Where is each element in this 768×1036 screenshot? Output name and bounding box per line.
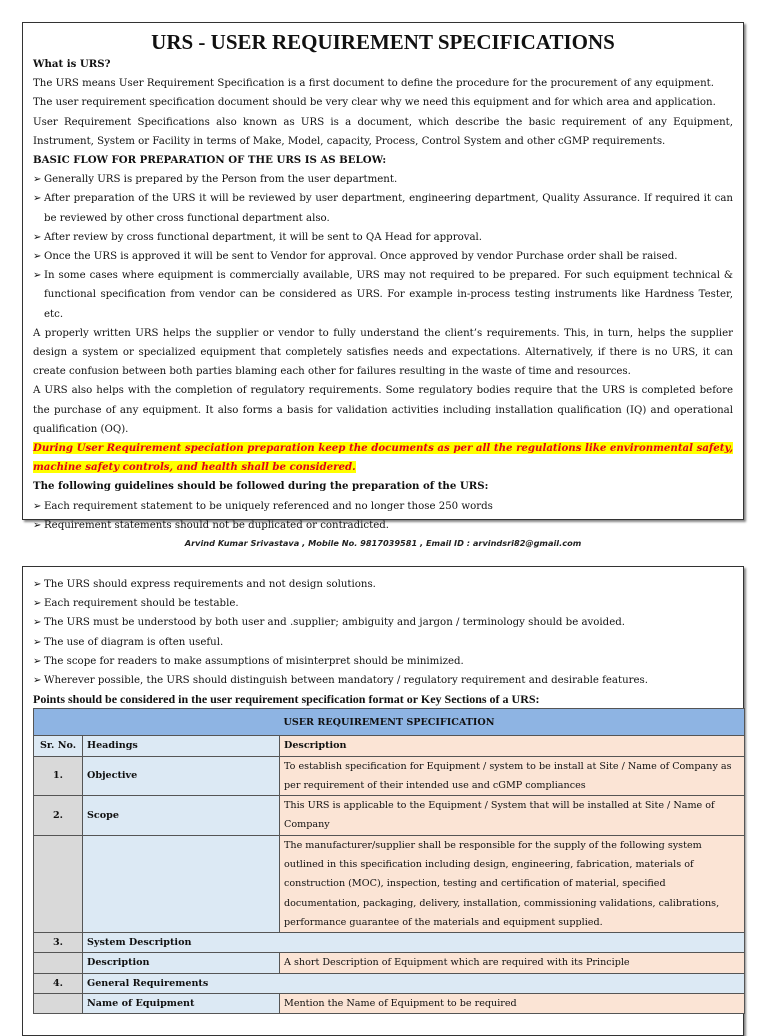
arrow-bullet-icon: ➢	[33, 270, 42, 282]
list-item: ➢ In some cases where equipment is commercially available, URS may not required to be prepared. For such equipment technical & functional specification from vendor can be considered as URS. For example in-process testing instruments like Hardness Tester, etc.	[33, 266, 733, 324]
list-item: ➢ The URS should express requirements and not design solutions.	[33, 575, 743, 594]
list-item: ➢ Each requirement statement to be uniquely referenced and no longer those 250 words	[33, 497, 733, 516]
table-cell	[34, 835, 83, 932]
paragraph: A URS also helps with the completion of regulatory requirements. Some regulatory bodies require that the URS is completed before the purchase of any equipment. It also forms a basis for validation activities including installation qualification (IQ) and operational qualification (OQ).	[33, 385, 733, 435]
table-row	[34, 994, 745, 1014]
table-cell: Objective	[83, 756, 280, 796]
arrow-bullet-icon: ➢	[33, 675, 42, 687]
arrow-bullet-icon: ➢	[33, 193, 42, 205]
paragraph: A properly written URS helps the supplier or vendor to fully understand the client’s requirements. This, in turn, helps the supplier design a system or specialized equipment that completely satisfies needs and expectations. Alternatively, if there is no URS, it can create confusion between both parties blaming each other for failures resulting in the waste of time and resources.	[33, 327, 733, 378]
table-cell: 3.	[34, 933, 83, 953]
table-cell: System Description	[83, 933, 745, 953]
arrow-bullet-icon: ➢	[33, 519, 42, 531]
table-cell: A short Description of Equipment which are required with its Principle	[280, 953, 745, 973]
highlighted-note: During User Requirement speciation preparation keep the documents as per all the regulations like environmental safety, machine safety controls, and health shall be considered.	[33, 442, 733, 474]
document-title: URS - USER REQUIREMENT SPECIFICATIONS	[151, 30, 615, 54]
column-header: Description	[280, 736, 745, 756]
paragraph: User Requirement Specifications also known as URS is a document, which describe the basic requirement of any Equipment, Instrument, System or Facility in terms of Make, Model, capacity, Process, Control System and other cGMP requirements.	[33, 116, 733, 147]
what-is-heading: What is URS?	[33, 58, 111, 70]
paragraph: The URS means User Requirement Specification is a first document to define the procedure for the procurement of any equipment.	[33, 78, 714, 90]
table-row	[34, 953, 745, 973]
list-item: ➢ Once the URS is approved it will be sent to Vendor for approval. Once approved by vendor Purchase order shall be raised.	[33, 247, 733, 266]
flow-heading: BASIC FLOW FOR PREPARATION OF THE URS IS AS BELOW:	[33, 154, 387, 167]
table-cell: 1.	[34, 756, 83, 796]
table-cell: To establish specification for Equipment / system to be install at Site / Name of Company as per requirement of their intended use and cGMP compliances	[280, 756, 745, 796]
arrow-bullet-icon: ➢	[33, 500, 42, 512]
list-item: ➢ The scope for readers to make assumptions of misinterpret should be minimized.	[33, 652, 743, 671]
list-item: ➢ Wherever possible, the URS should distinguish between mandatory / regulatory requirement and desirable features.	[33, 671, 743, 690]
table-cell: Scope	[83, 796, 280, 836]
table-row	[34, 933, 745, 953]
table-cell	[34, 953, 83, 973]
author-footer: Arvind Kumar Srivastava , Mobile No. 9817039581 , Email ID : arvindsri82@gmail.com	[184, 538, 582, 549]
arrow-bullet-icon: ➢	[33, 617, 42, 629]
arrow-bullet-icon: ➢	[33, 598, 42, 610]
document-page-1	[22, 22, 744, 549]
table-row	[34, 796, 745, 836]
table-cell: 4.	[34, 973, 83, 993]
arrow-bullet-icon: ➢	[33, 655, 42, 667]
column-header: Headings	[83, 736, 280, 756]
list-item: ➢ After review by cross functional department, it will be sent to QA Head for approval.	[33, 228, 733, 247]
table-row	[34, 756, 745, 796]
table-cell: The manufacturer/supplier shall be responsible for the supply of the following system outlined in this specification including design, engineering, fabrication, materials of construction (MOC), inspection, testing and certification of material, specified documentation, packaging, delivery, installation, commissioning validations, calibrations, performance guarantee of the materials and equipment supplied.	[280, 835, 745, 932]
arrow-bullet-icon: ➢	[33, 251, 42, 263]
guidelines-heading: The following guidelines should be followed during the preparation of the URS:	[33, 480, 489, 493]
arrow-bullet-icon: ➢	[33, 636, 42, 648]
table-cell: Description	[83, 953, 280, 973]
table-cell: Name of Equipment	[83, 994, 280, 1014]
document-page-2	[22, 566, 744, 1036]
table-cell: Mention the Name of Equipment to be required	[280, 994, 745, 1014]
table-cell: This URS is applicable to the Equipment / System that will be installed at Site / Name of Company	[280, 796, 745, 836]
arrow-bullet-icon: ➢	[33, 174, 42, 186]
points-heading: Points should be considered in the user requirement specification format or Key Sections of a URS:	[33, 692, 540, 707]
list-item: ➢ The use of diagram is often useful.	[33, 633, 743, 652]
table-cell: General Requirements	[83, 973, 745, 993]
table-row	[34, 835, 745, 932]
arrow-bullet-icon: ➢	[33, 231, 42, 243]
table-cell	[34, 994, 83, 1014]
table-title: USER REQUIREMENT SPECIFICATION	[34, 709, 745, 736]
table-row	[34, 973, 745, 993]
list-item: ➢ Generally URS is prepared by the Person from the user department.	[33, 170, 733, 189]
table-header-row	[34, 736, 745, 756]
urs-table	[33, 708, 745, 1014]
arrow-bullet-icon: ➢	[33, 579, 42, 590]
list-item: ➢ Requirement statements should not be duplicated or contradicted.	[33, 516, 733, 535]
table-cell	[83, 835, 280, 932]
list-item: ➢ The URS must be understood by both user and .supplier; ambiguity and jargon / terminology should be avoided.	[33, 613, 743, 632]
list-item: ➢ After preparation of the URS it will be reviewed by user department, engineering department, Quality Assurance. If required it can be reviewed by other cross functional department also.	[33, 189, 733, 227]
table-cell: 2.	[34, 796, 83, 836]
column-header: Sr. No.	[34, 736, 83, 756]
list-item: ➢ Each requirement should be testable.	[33, 594, 743, 613]
paragraph: The user requirement specification document should be very clear why we need this equipment and for which area and application.	[33, 97, 716, 109]
